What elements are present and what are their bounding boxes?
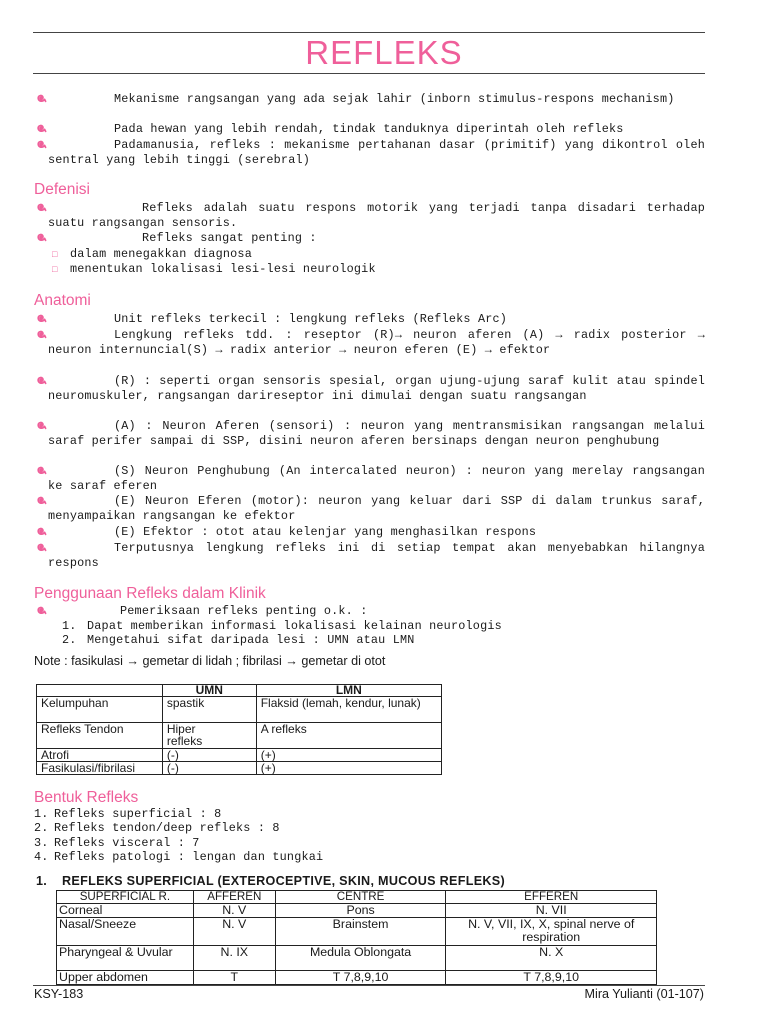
table-cell: T — [193, 971, 275, 985]
top-rule — [33, 32, 705, 33]
list-item: (S) Neuron Penghubung (An intercalated neuron) : neuron yang merelay rangsangan ke saraf eferen — [34, 464, 705, 493]
table-header-cell: AFFEREN — [193, 891, 275, 904]
sub-item: □ menentukan lokalisasi lesi-lesi neurologik — [52, 262, 376, 276]
table-header-row — [57, 891, 657, 904]
spiral-bullet-icon — [34, 137, 48, 151]
square-bullet-icon: □ — [52, 265, 58, 275]
footer-rule — [33, 985, 705, 986]
table-cell: Brainstem — [275, 918, 446, 946]
spiral-bullet-icon — [34, 311, 48, 325]
table-cell: N. VII — [446, 904, 657, 918]
table-cell: Medula Oblongata — [275, 946, 446, 971]
table-cell: Corneal — [57, 904, 194, 918]
spiral-bullet-icon — [34, 540, 48, 554]
table-header-cell: CENTRE — [275, 891, 446, 904]
square-bullet-icon: □ — [52, 250, 58, 260]
section-heading-defenisi: Defenisi — [34, 181, 90, 198]
list-item: Terputusnya lengkung refleks ini di setiap tempat akan menyebabkan hilangnya respons — [34, 541, 705, 570]
table-cell: Hiper refleks — [162, 723, 256, 749]
list-item: Mekanisme rangsangan yang ada sejak lahir (inborn stimulus-respons mechanism) — [34, 92, 705, 107]
list-item: Pada hewan yang lebih rendah, tindak tanduknya diperintah oleh refleks — [34, 122, 705, 137]
spiral-bullet-icon — [34, 524, 48, 538]
section-heading-bentuk: Bentuk Refleks — [34, 789, 139, 806]
table-cell: N. V — [193, 918, 275, 946]
note-text: Note : fasikulasi → gemetar di lidah ; fibrilasi → gemetar di otot — [34, 654, 386, 668]
table-header-row — [37, 685, 442, 697]
list-item: Refleks adalah suatu respons motorik yang terjadi tanpa disadari terhadap suatu rangsangan sensoris. — [34, 201, 705, 230]
numbered-item: 2. Mengetahui sifat daripada lesi : UMN atau LMN — [62, 633, 415, 647]
list-item: (A) : Neuron Aferen (sensori) : neuron yang mentransmisikan rangsangan melalui saraf perifer sampai di SSP, disini neuron aferen bersinaps dengan neuron penghubung — [34, 419, 705, 448]
numbered-item: 2. Refleks tendon/deep refleks : 8 — [34, 821, 280, 835]
table-cell: Fasikulasi/fibrilasi — [37, 762, 163, 775]
table-cell: (+) — [256, 749, 441, 762]
subsection-title: 1. REFLEKS SUPERFICIAL (EXTEROCEPTIVE, SKIN, MUCOUS REFLEKS) — [36, 874, 505, 888]
table-cell: Flaksid (lemah, kendur, lunak) — [256, 697, 441, 723]
list-item: (R) : seperti organ sensoris spesial, organ ujung-ujung saraf kulit atau spindel neuromuskuler, rangsangan darireseptor ini dimulai dengan suatu rangsangan — [34, 374, 705, 403]
numbered-item: 1. Dapat memberikan informasi lokalisasi kelainan neurologis — [62, 619, 502, 633]
title-rule — [33, 73, 705, 74]
table-header-cell: EFFEREN — [446, 891, 657, 904]
table-cell: (-) — [162, 749, 256, 762]
table-cell: Pons — [275, 904, 446, 918]
section-heading-klinik: Penggunaan Refleks dalam Klinik — [34, 585, 266, 602]
list-item: (E) Efektor : otot atau kelenjar yang menghasilkan respons — [34, 525, 705, 540]
table-row — [37, 697, 442, 723]
section-heading-anatomi: Anatomi — [34, 292, 91, 309]
table-row — [57, 946, 657, 971]
table-cell: N. V — [193, 904, 275, 918]
table-cell: Refleks Tendon — [37, 723, 163, 749]
numbered-item: 4. Refleks patologi : lengan dan tungkai — [34, 850, 324, 864]
table-row — [57, 918, 657, 946]
table-cell: spastik — [162, 697, 256, 723]
table-cell: N. X — [446, 946, 657, 971]
table-cell: (+) — [256, 762, 441, 775]
superficial-reflex-table — [56, 890, 657, 985]
sub-item: □ dalam menegakkan diagnosa — [52, 247, 252, 261]
spiral-bullet-icon — [34, 463, 48, 477]
table-header-cell: UMN — [162, 685, 256, 697]
spiral-bullet-icon — [34, 121, 48, 135]
spiral-bullet-icon — [34, 327, 48, 341]
table-cell: T 7,8,9,10 — [275, 971, 446, 985]
spiral-bullet-icon — [34, 91, 48, 105]
page-title: REFLEKS — [305, 34, 463, 71]
table-cell: Pharyngeal & Uvular — [57, 946, 194, 971]
spiral-bullet-icon — [34, 373, 48, 387]
table-cell: (-) — [162, 762, 256, 775]
table-header-cell: SUPERFICIAL R. — [57, 891, 194, 904]
footer-right: Mira Yulianti (01-107) — [584, 987, 704, 1001]
numbered-item: 1. Refleks superficial : 8 — [34, 807, 222, 821]
table-cell: Atrofi — [37, 749, 163, 762]
table-cell: T 7,8,9,10 — [446, 971, 657, 985]
table-row — [57, 904, 657, 918]
footer-left: KSY-183 — [34, 987, 84, 1001]
table-cell: A refleks — [256, 723, 441, 749]
table-cell: Nasal/Sneeze — [57, 918, 194, 946]
list-item: Lengkung refleks tdd. : reseptor (R)→ neuron aferen (A) → radix posterior → neuron internuncial(S) → radix anterior → neuron eferen (E) → efektor — [34, 328, 705, 357]
list-item: Padamanusia, refleks : mekanisme pertahanan dasar (primitif) yang dikontrol oleh sentral yang lebih tinggi (serebral) — [34, 138, 705, 167]
table-header-cell — [37, 685, 163, 697]
umn-lmn-table — [36, 684, 442, 775]
table-cell: N. V, VII, IX, X, spinal nerve of respiration — [446, 918, 657, 946]
table-header-cell: LMN — [256, 685, 441, 697]
list-item: Refleks sangat penting : — [34, 231, 705, 246]
numbered-item: 3. Refleks visceral : 7 — [34, 836, 200, 850]
table-row — [57, 971, 657, 985]
spiral-bullet-icon — [34, 230, 48, 244]
spiral-bullet-icon — [34, 200, 48, 214]
list-item: Pemeriksaan refleks penting o.k. : — [34, 604, 705, 619]
spiral-bullet-icon — [34, 603, 48, 617]
list-item: (E) Neuron Eferen (motor): neuron yang keluar dari SSP di dalam trunkus saraf, menyampaikan rangsangan ke efektor — [34, 494, 705, 523]
spiral-bullet-icon — [34, 493, 48, 507]
table-cell: Kelumpuhan — [37, 697, 163, 723]
table-row — [37, 749, 442, 762]
list-item: Unit refleks terkecil : lengkung refleks (Refleks Arc) — [34, 312, 705, 327]
table-row — [37, 762, 442, 775]
table-row — [37, 723, 442, 749]
table-cell: Upper abdomen — [57, 971, 194, 985]
table-cell: N. IX — [193, 946, 275, 971]
spiral-bullet-icon — [34, 418, 48, 432]
